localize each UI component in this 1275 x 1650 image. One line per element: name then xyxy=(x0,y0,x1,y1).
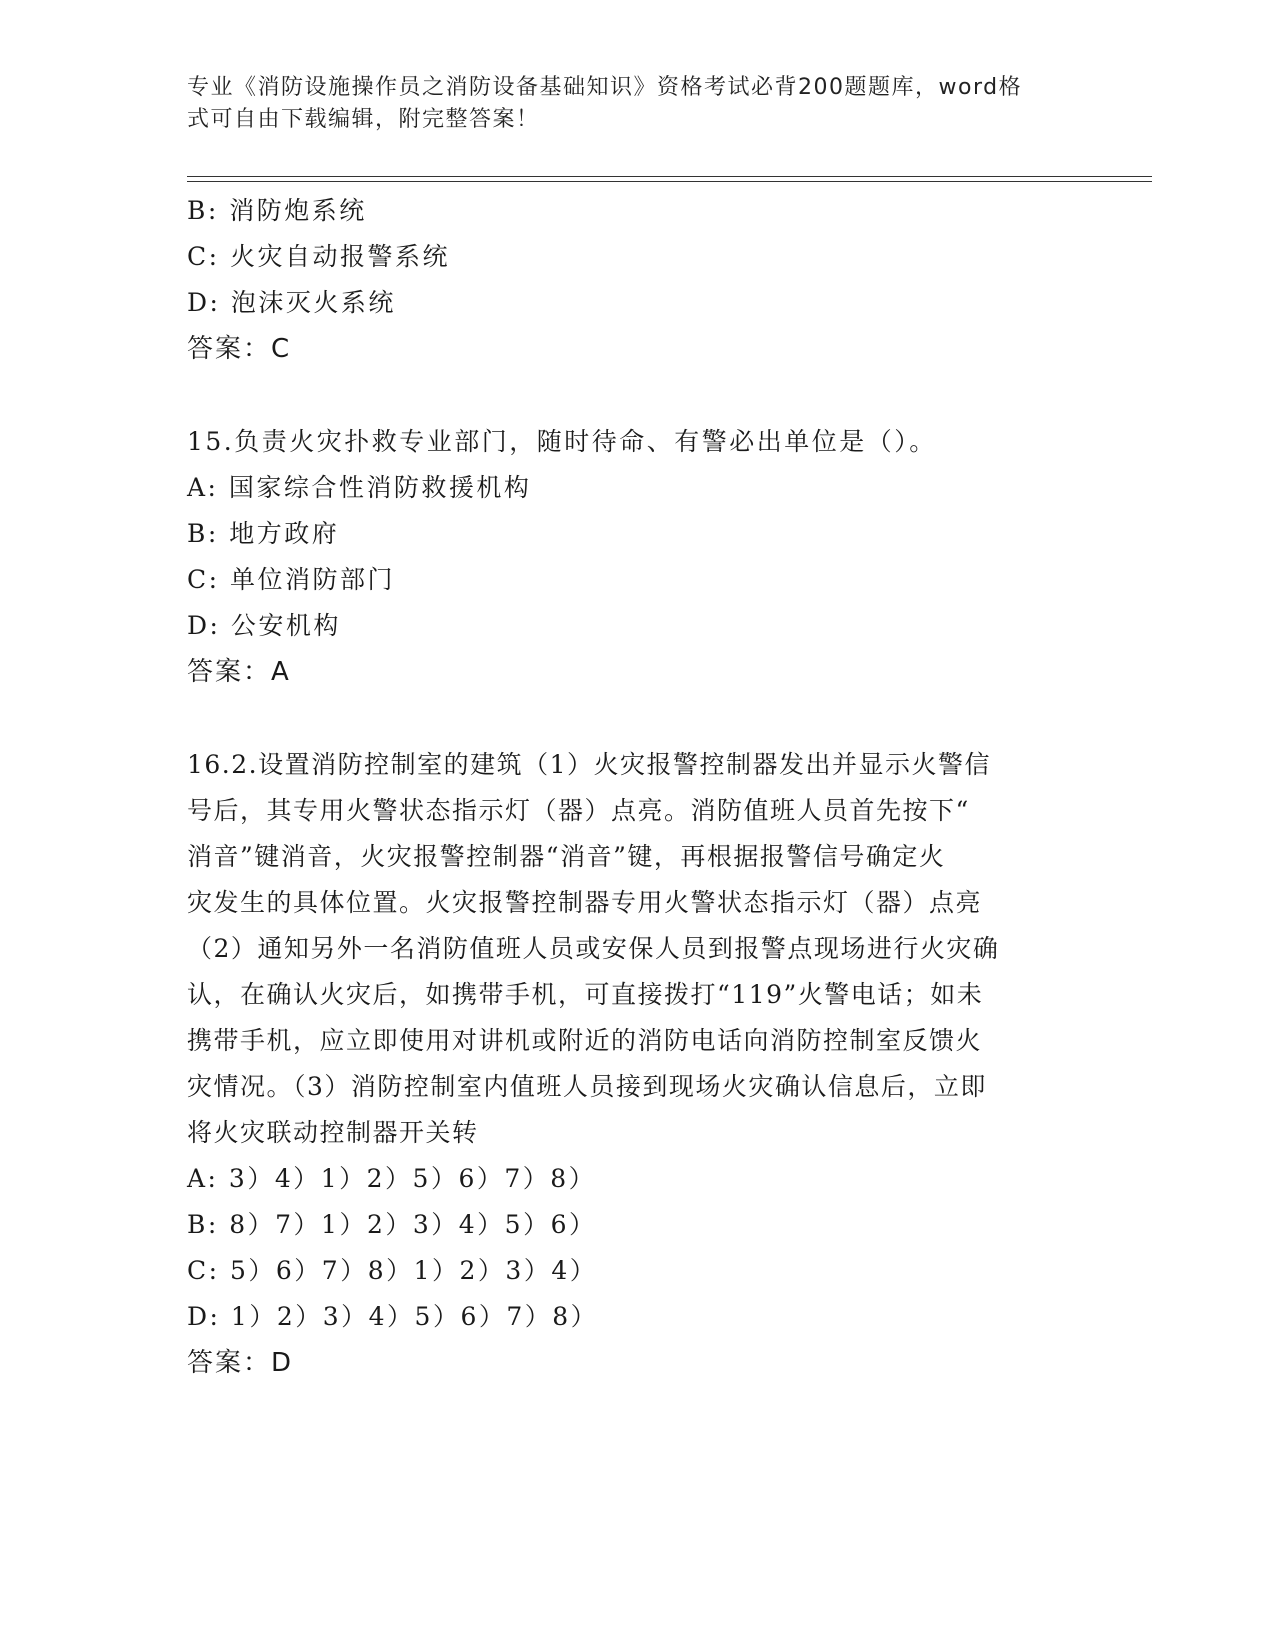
option-b: B: 8）7）1）2）3）4）5）6） xyxy=(187,1210,597,1239)
page-header xyxy=(187,72,1067,136)
question-text-line: 认，在确认火灾后，如携带手机，可直接拨打“119”火警电话；如未 xyxy=(187,980,984,1009)
question-15-block xyxy=(187,419,1087,695)
option-a: A: 国家综合性消防救援机构 xyxy=(187,473,532,502)
question-text-line: 16.2.设置消防控制室的建筑（1）火灾报警控制器发出并显示火警信 xyxy=(187,750,992,779)
header-divider-top xyxy=(187,176,1152,177)
question-text-line: 灾发生的具体位置。火灾报警控制器专用火警状态指示灯（器）点亮 xyxy=(187,888,983,917)
header-divider-bottom xyxy=(187,181,1152,182)
option-d: D: 1）2）3）4）5）6）7）8） xyxy=(187,1302,599,1331)
header-line-1: 专业《消防设施操作员之消防设备基础知识》资格考试必背200题题库，word格 xyxy=(187,75,1023,100)
question-text-line: 消音”键消音，火灾报警控制器“消音”键，再根据报警信号确定火 xyxy=(187,842,946,871)
option-c: C: 单位消防部门 xyxy=(187,565,395,594)
header-line-2: 式可自由下载编辑，附完整答案！ xyxy=(187,107,540,132)
question-text-line: 携带手机，应立即使用对讲机或附近的消防电话向消防控制室反馈火 xyxy=(187,1026,983,1055)
option-b: B: 消防炮系统 xyxy=(187,196,367,225)
spacer xyxy=(187,695,1087,742)
option-a: A: 3）4）1）2）5）6）7）8） xyxy=(187,1164,597,1193)
question-text-line: 号后，其专用火警状态指示灯（器）点亮。消防值班人员首先按下“ xyxy=(187,796,970,825)
answer-label: 答案：D xyxy=(187,1348,294,1378)
question-text-line: 将火灾联动控制器开关转 xyxy=(187,1118,479,1147)
option-d: D: 公安机构 xyxy=(187,611,341,640)
option-d: D: 泡沫灭火系统 xyxy=(187,288,396,317)
option-c: C: 5）6）7）8）1）2）3）4） xyxy=(187,1256,598,1285)
answer-label: 答案：C xyxy=(187,334,292,364)
question-content xyxy=(187,188,1087,1386)
question-text-line: （2）通知另外一名消防值班人员或安保人员到报警点现场进行火灾确 xyxy=(187,934,1000,963)
answer-label: 答案：A xyxy=(187,657,291,687)
question-text-line: 灾情况。（3）消防控制室内值班人员接到现场火灾确认信息后，立即 xyxy=(187,1072,987,1101)
question-text: 15.负责火灾扑救专业部门，随时待命、有警必出单位是（）。 xyxy=(187,427,937,456)
question-14-block xyxy=(187,188,1087,372)
option-c: C: 火灾自动报警系统 xyxy=(187,242,450,271)
spacer xyxy=(187,372,1087,419)
option-b: B: 地方政府 xyxy=(187,519,340,548)
question-16-block xyxy=(187,742,1087,1386)
